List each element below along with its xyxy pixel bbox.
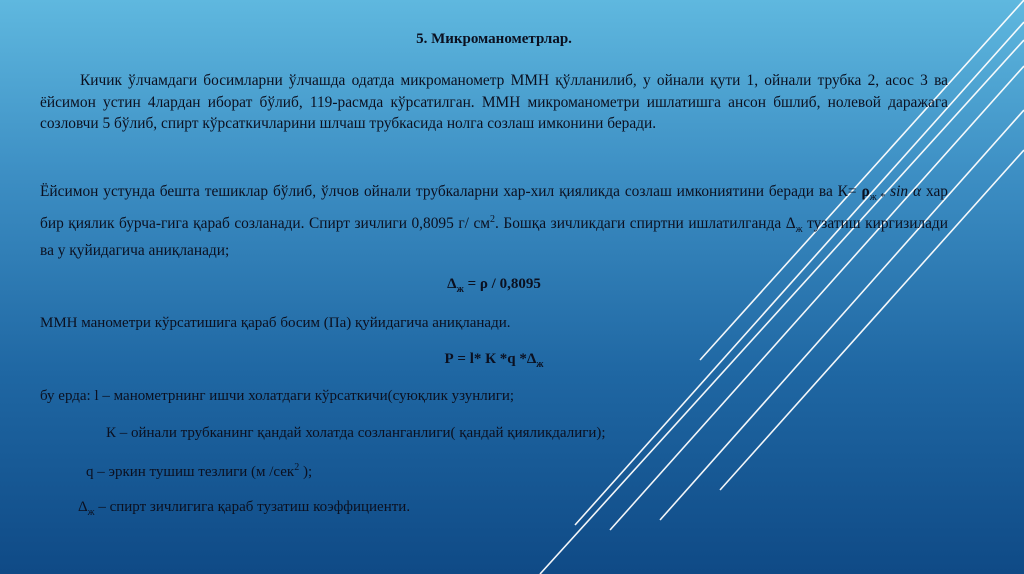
definition-k: К – ойнали трубканинг қандай холатда созланганлиги( қандай қияликдалиги); (106, 425, 606, 441)
formula-pressure: Р = l* К *q $*\Delta_ж$ (444, 351, 544, 370)
rho-subscript: ж * (869, 192, 886, 204)
definition-delta: $\Delta_ж$ – спирт зичлигига қараб тузатиш коэффициенти. (78, 499, 411, 518)
delta-symbol: Δ (785, 214, 796, 232)
paragraph-intro: Кичик ўлчамдаги босимларни ўлчашда одатда микроманометр ММН қўлланилиб, у ойнали қути 1, ойнали трубка 2, асос 3 ва ёйсимон устин 4лардан иборат бўлиб, 119-расмда кўрсатилган. ММН микроманометри ишлатишга ансон бшлиб, нолевой даражага созловчи 5 бўлиб, спирт кўрсаткичларини шлчаш трубкасида нолга созлаш имконини беради. (40, 72, 948, 133)
paragraph-arc-column: Ёйсимон устунда бешта тешиклар бўлиб, ўлчов ойнали трубкаларни хар-хил қияликда созлаш имкониятини беради ва $К= \rho_{ж *}$ sin α хар бир қиялик бурча-гига қараб созланади. Спирт зичлиги 0,8095 г/ $см^2$. Бошқа зичликдаги спиртни ишлатилганда $\Delta_ж$ тузатиш киргизилади ва у қуйидагича аниқланади; (40, 183, 949, 260)
rho-symbol: ρ (861, 183, 870, 200)
sin-alpha: sin α (885, 183, 926, 200)
slide-content (40, 0, 948, 574)
definition-q: q – эркин тушиш тезлиги (м /сек$^2$ ); (86, 462, 313, 480)
definition-l: бу ерда: l – манометрнинг ишчи холатдаги кўрсаткичи(суюқлик узунлиги; (40, 388, 515, 404)
formula-delta: $\Delta_ж = \rho / 0,8095$ (447, 276, 541, 295)
mmn-pressure-line: ММН манометри кўрсатишига қараб босим (Па) қуйидагича аниқланади. (40, 315, 511, 331)
slide-title: 5. Микроманометрлар. (416, 31, 572, 47)
